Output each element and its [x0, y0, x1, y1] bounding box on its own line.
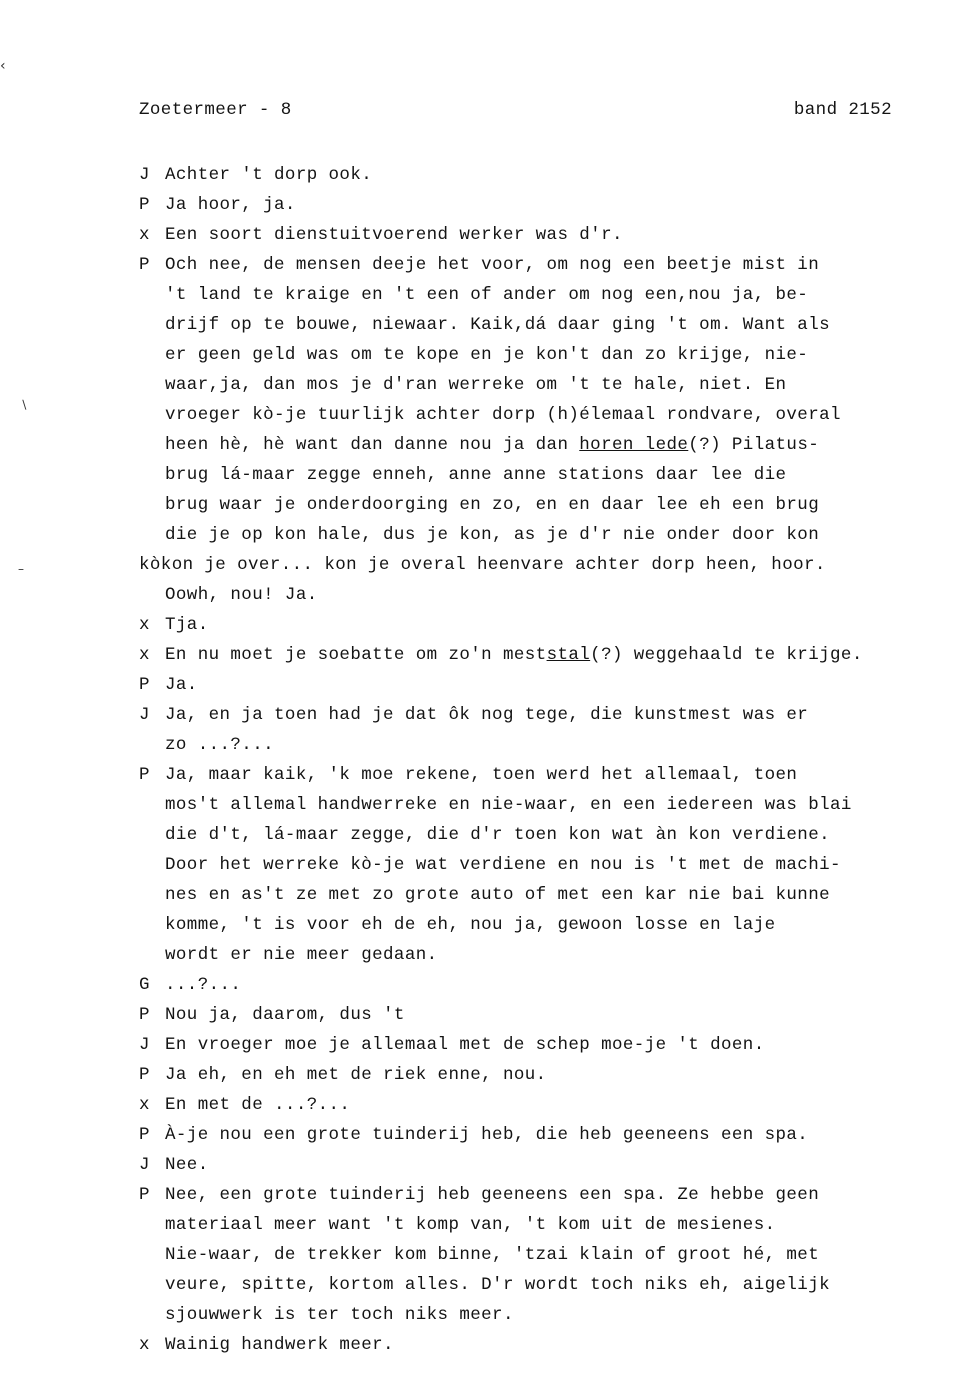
line-text: veure, spitte, kortom alles. D'r wordt toch niks eh, aigelijk: [165, 1275, 831, 1295]
transcript-line: [139, 700, 959, 730]
page-header-tape: band 2152: [793, 100, 892, 120]
line-text-before: heen hè, hè want dan danne nou ja dan: [165, 435, 580, 455]
line-text: En vroeger moe je allemaal met de schep moe-je 't doen.: [165, 1035, 765, 1055]
speaker-code: x: [139, 1335, 150, 1355]
line-text: mos't allemal handwerreke en nie-waar, en een iedereen was blai: [165, 795, 852, 815]
speaker-code: G: [139, 975, 150, 995]
line-text: er geen geld was om te kope en je kon't dan zo krijge, nie-: [165, 345, 809, 365]
line-text: die d't, lá-maar zegge, die d'r toen kon wat àn kon verdiene.: [165, 825, 831, 845]
line-text: Nie-waar, de trekker kom binne, 'tzai klain of groot hé, met: [165, 1245, 820, 1265]
line-text: 't land te kraige en 't een of ander om nog een,nou ja, be-: [165, 285, 809, 305]
speaker-code: x: [139, 225, 150, 245]
line-text: Achter 't dorp ook.: [165, 165, 373, 185]
transcript-line: [139, 1180, 959, 1210]
transcript-line: [139, 910, 959, 940]
line-text: Nou ja, daarom, dus 't: [165, 1005, 405, 1025]
transcript-line: [139, 1090, 959, 1120]
line-text: ...?...: [165, 975, 242, 995]
line-text: sjouwwerk is ter toch niks meer.: [165, 1305, 514, 1325]
transcript-line: [139, 460, 959, 490]
line-text: En met de ...?...: [165, 1095, 351, 1115]
speaker-code: P: [139, 1065, 150, 1085]
transcript-line: [139, 850, 959, 880]
transcript-body: [139, 160, 959, 1360]
line-text-after: (?) Pilatus-: [688, 435, 820, 455]
line-text: Nee.: [165, 1155, 209, 1175]
line-text: komme, 't is voor eh de eh, nou ja, gewoon losse en laje: [165, 915, 776, 935]
transcript-line: [139, 640, 959, 670]
transcript-line: [139, 790, 959, 820]
line-text: Ja eh, en eh met de riek enne, nou.: [165, 1065, 547, 1085]
line-text: vroeger kò-je tuurlijk achter dorp (h)élemaal rondvare, overal: [165, 405, 841, 425]
uncertain-word: horen lede: [579, 435, 689, 455]
transcript-line: [139, 1060, 959, 1090]
transcript-line: [139, 1210, 959, 1240]
transcript-line: [139, 430, 959, 460]
line-text: Door het werreke kò-je wat verdiene en nou is 't met de machi-: [165, 855, 841, 875]
line-text: À-je nou een grote tuinderij heb, die heb geeneens een spa.: [165, 1125, 809, 1145]
line-text: Ja hoor, ja.: [165, 195, 296, 215]
line-text: materiaal meer want 't komp van, 't kom uit de mesienes.: [165, 1215, 776, 1235]
line-text: Oowh, nou! Ja.: [165, 585, 318, 605]
transcript-line: [139, 1000, 959, 1030]
speaker-code: P: [139, 1125, 150, 1145]
margin-dash-icon: –: [18, 562, 25, 576]
speaker-code: P: [139, 675, 150, 695]
transcript-line: [139, 340, 959, 370]
speaker-code: x: [139, 645, 150, 665]
speaker-code: x: [139, 615, 150, 635]
speaker-code: P: [139, 1005, 150, 1025]
transcript-line: [139, 820, 959, 850]
transcript-line: [139, 670, 959, 700]
transcript-line: [139, 160, 959, 190]
line-text: Tja.: [165, 615, 209, 635]
uncertain-word: stal: [546, 645, 591, 665]
transcript-line: [139, 970, 959, 1000]
line-text: brug waar je onderdoorging en zo, en en daar lee eh een brug: [165, 495, 820, 515]
transcript-line: [139, 220, 959, 250]
line-text: Ja, maar kaik, 'k moe rekene, toen werd het allemaal, toen: [165, 765, 798, 785]
speaker-code: J: [139, 1155, 150, 1175]
transcript-line: [139, 760, 959, 790]
line-text: Och nee, de mensen deeje het voor, om nog een beetje mist in: [165, 255, 820, 275]
transcript-line: [139, 490, 959, 520]
line-text: Ja, en ja toen had je dat ôk nog tege, die kunstmest was er: [165, 705, 809, 725]
transcript-line: [139, 1300, 959, 1330]
line-text-after: (?) weggehaald te krijge.: [590, 645, 863, 665]
line-text: Ja.: [165, 675, 198, 695]
transcript-line: [139, 400, 959, 430]
speaker-code: x: [139, 1095, 150, 1115]
line-text: [165, 430, 819, 460]
transcript-line: [139, 1030, 959, 1060]
speaker-code: P: [139, 765, 150, 785]
transcript-line: [139, 370, 959, 400]
speaker-code: P: [139, 195, 150, 215]
line-text: die je op kon hale, dus je kon, as je d'r nie onder door kon: [165, 525, 820, 545]
transcript-line: [139, 520, 959, 550]
transcript-line: [139, 1270, 959, 1300]
transcript-line: [139, 730, 959, 760]
line-text: drijf op te bouwe, niewaar. Kaik,dá daar ging 't om. Want als: [165, 315, 831, 335]
line-text: waar,ja, dan mos je d'ran werreke om 't te hale, niet. En: [165, 375, 787, 395]
line-text: nes en as't ze met zo grote auto of met een kar nie bai kunne: [165, 885, 831, 905]
line-text-before: En nu moet je soebatte om zo'n mest: [165, 645, 547, 665]
page-header-location: Zoetermeer - 8: [139, 100, 292, 120]
transcript-line: [139, 610, 959, 640]
line-text: brug lá-maar zegge enneh, anne anne stations daar lee die: [165, 465, 787, 485]
speaker-code: P: [139, 1185, 150, 1205]
line-text: zo ...?...: [165, 735, 275, 755]
line-text: kòkon je over... kon je overal heenvare achter dorp heen, hoor.: [139, 555, 826, 575]
transcript-line: [139, 580, 959, 610]
speaker-code: J: [139, 705, 150, 725]
line-text: Een soort dienstuitvoerend werker was d'r.: [165, 225, 623, 245]
transcript-line: [139, 1330, 959, 1360]
margin-mark-icon: ‹: [0, 58, 6, 74]
transcript-line: [139, 880, 959, 910]
transcript-line: [139, 1150, 959, 1180]
transcript-line: [139, 310, 959, 340]
transcript-line: [139, 250, 959, 280]
margin-tick-icon: ∖: [20, 398, 29, 412]
speaker-code: J: [139, 1035, 150, 1055]
speaker-code: J: [139, 165, 150, 185]
speaker-code: P: [139, 255, 150, 275]
line-text: wordt er nie meer gedaan.: [165, 945, 438, 965]
line-text: Nee, een grote tuinderij heb geeneens een spa. Ze hebbe geen: [165, 1185, 820, 1205]
line-text: Wainig handwerk meer.: [165, 1335, 394, 1355]
transcript-line: [139, 1240, 959, 1270]
transcript-line: [139, 1120, 959, 1150]
line-text: [165, 640, 863, 670]
transcript-line: [139, 940, 959, 970]
transcript-line: [139, 280, 959, 310]
transcript-line: [139, 550, 959, 580]
transcript-line: [139, 190, 959, 220]
